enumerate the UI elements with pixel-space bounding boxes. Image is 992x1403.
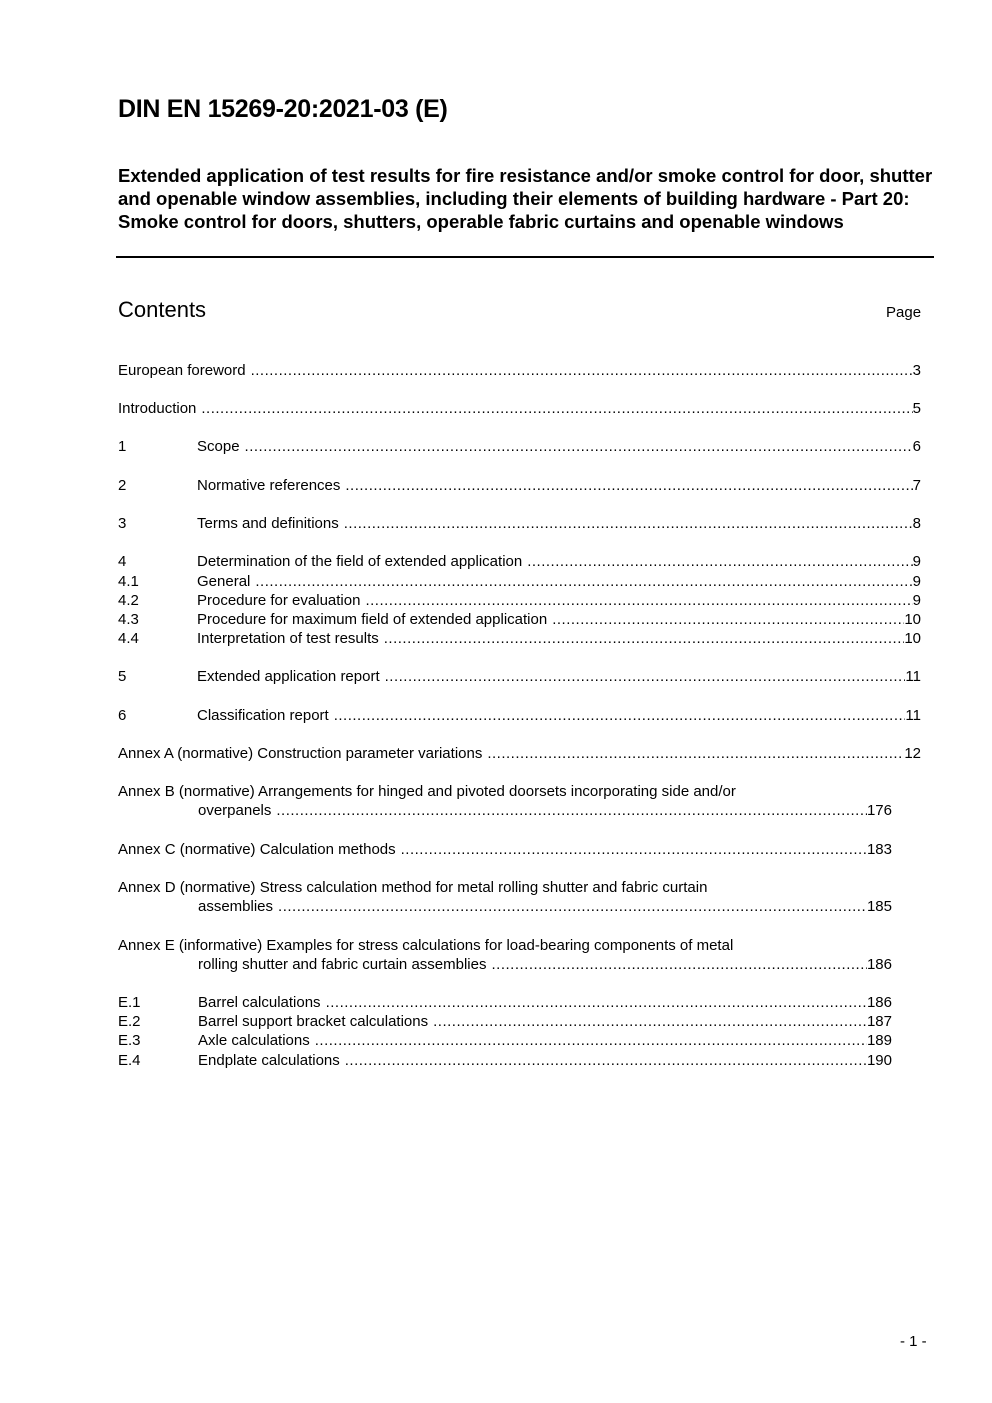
toc-entry-page: 11 [905,668,921,685]
toc-entry-number: 1 [118,438,127,455]
toc-entry-annex-d-line1[interactable]: Annex D (normative) Stress calculation method for metal rolling shutter and fabric curtain [118,879,708,896]
toc-entry-label: Annex A (normative) Construction parameter variations [118,745,483,762]
page-column-heading: Page [886,304,922,321]
toc-entry-number: 5 [118,668,127,685]
toc-leader [401,840,867,860]
toc-leader [345,1051,867,1071]
toc-entry-label: Procedure for evaluation [197,592,361,609]
toc-entry-page: 9 [912,573,921,590]
toc-entry-annex-a[interactable] [118,744,921,764]
toc-leader [251,361,913,381]
toc-entry-page: 5 [912,400,921,417]
toc-entry-label: rolling shutter and fabric curtain assemblies [198,956,487,973]
toc-entry-page: 6 [912,438,921,455]
toc-entry-page: 8 [912,515,921,532]
toc-entry-annex-e-line1[interactable]: Annex E (informative) Examples for stress calculations for load-bearing components of metal [118,937,734,954]
toc-leader [278,897,867,917]
toc-leader [245,437,913,457]
document-title: Extended application of test results for fire resistance and/or smoke control for door, shutter and openable window assemblies, including their elements of building hardware - Part 20: Smoke control for doors, shutters, operable fabric curtains and openable windows [118,165,933,232]
toc-entry-page: 190 [866,1052,892,1069]
toc-entry-introduction[interactable] [118,399,921,419]
toc-entry-label: overpanels [198,802,272,819]
toc-leader [433,1012,867,1032]
toc-entry-page: 186 [866,994,892,1011]
toc-entry-page: 186 [866,956,892,973]
toc-entry-label: General [197,573,251,590]
toc-entry-annex-c[interactable] [118,840,892,860]
toc-entry-page: 9 [912,553,921,570]
toc-leader [487,744,904,764]
contents-heading: Contents [118,297,207,322]
toc-entry-determination[interactable] [118,552,921,572]
toc-entry-page: 11 [905,707,921,724]
toc-entry-number: 2 [118,477,127,494]
toc-entry-annex-b-line1[interactable]: Annex B (normative) Arrangements for hinged and pivoted doorsets incorporating side and/or [118,783,736,800]
toc-entry-number: 4.3 [118,611,139,628]
toc-entry-european-foreword[interactable] [118,361,921,381]
toc-leader [384,629,905,649]
toc-entry-number: 3 [118,515,127,532]
title-divider [116,256,934,258]
toc-entry-e4[interactable] [118,1051,892,1071]
toc-entry-label: Axle calculations [198,1032,310,1049]
toc-entry-page: 3 [912,362,921,379]
toc-entry-page: 10 [904,611,921,628]
document-id: DIN EN 15269-20:2021-03 (E) [118,95,448,123]
toc-entry-e2[interactable] [118,1012,892,1032]
toc-entry-number: 4 [118,553,127,570]
toc-leader [315,1031,867,1051]
toc-entry-label: Endplate calculations [198,1052,340,1069]
toc-entry-e1[interactable] [118,993,892,1013]
toc-entry-page: 187 [866,1013,892,1030]
toc-leader [491,955,866,975]
toc-entry-number: 6 [118,707,127,724]
toc-leader [255,572,912,592]
toc-entry-page: 10 [904,630,921,647]
toc-leader [201,399,912,419]
toc-leader [326,993,867,1013]
toc-entry-procedure-evaluation[interactable] [118,591,921,611]
toc-leader [276,801,867,821]
toc-entry-number: 4.2 [118,592,139,609]
toc-leader [334,706,906,726]
toc-leader [344,514,913,534]
toc-entry-procedure-maximum[interactable] [118,610,921,630]
toc-leader [345,476,912,496]
toc-entry-extended-report[interactable] [118,667,921,687]
toc-entry-page: 189 [866,1032,892,1049]
toc-entry-label: assemblies [198,898,274,915]
toc-entry-page: 185 [866,898,892,915]
toc-entry-number: E.1 [118,994,141,1011]
toc-entry-label: Barrel calculations [198,994,321,1011]
toc-leader [527,552,912,572]
toc-entry-label: Terms and definitions [197,515,339,532]
toc-entry-label: Determination of the field of extended application [197,553,523,570]
footer-page-number: - 1 - [900,1333,927,1350]
toc-entry-page: 12 [904,745,921,762]
toc-entry-label: Classification report [197,707,329,724]
toc-entry-number: E.3 [118,1032,141,1049]
toc-entry-label: Annex C (normative) Calculation methods [118,841,396,858]
toc-entry-interpretation[interactable] [118,629,921,649]
toc-entry-normative-references[interactable] [118,476,921,496]
toc-entry-number: 4.1 [118,573,139,590]
toc-entry-label: Introduction [118,400,197,417]
toc-entry-label: Interpretation of test results [197,630,379,647]
toc-entry-number: E.2 [118,1013,141,1030]
toc-entry-annex-b[interactable] [118,801,892,821]
toc-leader [552,610,904,630]
toc-entry-e3[interactable] [118,1031,892,1051]
toc-entry-label: Scope [197,438,240,455]
toc-entry-page: 7 [912,477,921,494]
toc-entry-scope[interactable] [118,437,921,457]
toc-entry-label: Normative references [197,477,341,494]
toc-entry-classification-report[interactable] [118,706,921,726]
toc-entry-terms-definitions[interactable] [118,514,921,534]
toc-entry-annex-e[interactable] [118,955,892,975]
toc-entry-label: Barrel support bracket calculations [198,1013,429,1030]
toc-entry-label: European foreword [118,362,246,379]
toc-entry-general[interactable] [118,572,921,592]
toc-entry-page: 183 [866,841,892,858]
toc-leader [385,667,906,687]
toc-entry-number: E.4 [118,1052,141,1069]
toc-entry-page: 176 [866,802,892,819]
toc-entry-number: 4.4 [118,630,139,647]
toc-entry-page: 9 [912,592,921,609]
toc-leader [365,591,912,611]
toc-entry-annex-d[interactable] [118,897,892,917]
toc-entry-label: Procedure for maximum field of extended application [197,611,548,628]
toc-entry-label: Extended application report [197,668,380,685]
